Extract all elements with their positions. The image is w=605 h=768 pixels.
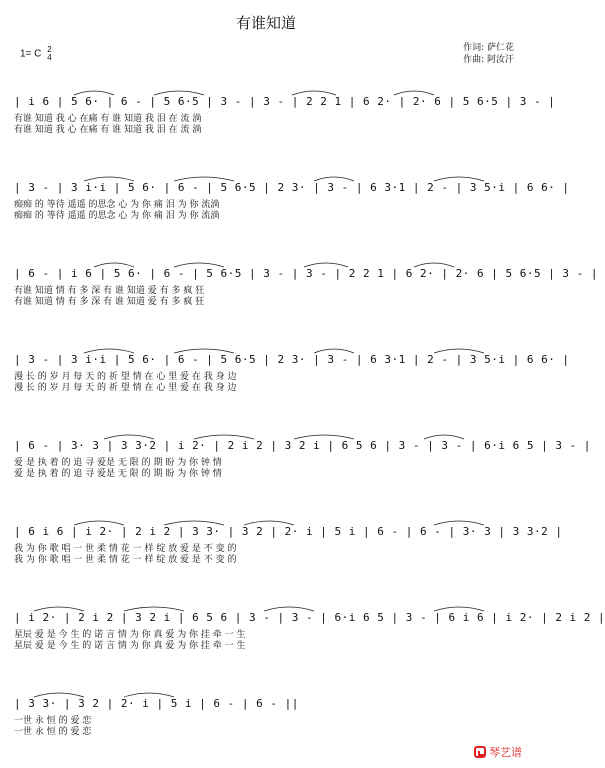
lyricist-label: 作词:	[463, 43, 485, 53]
notation-line: | 6 - | 3· 3 | 3 3·2 | i 2· | 2 i 2 | 3 2 i | 6 5 6 | 3 - | 3 - | 6·i 6 5 | 3 - |	[14, 439, 591, 452]
logo-icon	[474, 746, 486, 758]
lyric-verse-1: 有谁 知道 情 有 多 深 有 谁 知道 爱 有 多 疯 狂	[14, 286, 205, 296]
notation-line: | 3 3· | 3 2 | 2· i | 5 i | 6 - | 6 - ||	[14, 697, 299, 710]
lyricist-row	[463, 42, 514, 54]
lyric-verse-1: 我 为 你 歌 唱 一 世 柔 情 花 一 样 绽 放 爱 是 不 变 的	[14, 544, 237, 554]
credits	[463, 42, 514, 66]
lyric-verse-2: 一世 永 恒 的 爱 恋	[14, 727, 92, 737]
site-logo	[474, 744, 522, 760]
lyric-verse-2: 有谁 知道 情 有 多 深 有 谁 知道 爱 有 多 疯 狂	[14, 297, 205, 307]
composer-label: 作曲:	[463, 55, 485, 65]
lyric-verse-2: 爱 是 执 着 的 追 寻 爱是 无 限 的 期 盼 为 你 钟 情	[14, 469, 222, 479]
lyric-verse-2: 有谁 知道 我 心 在痛 有 谁 知道 我 泪 在 流 淌	[14, 125, 202, 135]
composer-name: 阿汝汗	[486, 55, 514, 65]
lyricist-name: 萨仁花	[486, 43, 514, 53]
notation-line: | i 2· | 2 i 2 | 3 2 i | 6 5 6 | 3 - | 3 - | 6·i 6 5 | 3 - | 6 i 6 | i 2· | 2 i 2 |	[14, 611, 605, 624]
time-bottom: 4	[47, 53, 52, 62]
lyric-verse-2: 星辰 爱 是 今 生 的 诺 言 情 为 你 真 爱 为 你 挂 牵 一 生	[14, 641, 246, 651]
key-label: 1= C	[20, 48, 42, 60]
notation-line: | 3 - | 3 i·i | 5 6· | 6 - | 5 6·5 | 2 3· | 3 - | 6 3·1 | 2 - | 3 5·i | 6 6· |	[14, 181, 570, 194]
lyric-verse-1: 痴痴 的 等待 遥遥 的思念 心 为 你 痛 泪 为 你 流淌	[14, 200, 220, 210]
lyric-verse-1: 有谁 知道 我 心 在痛 有 谁 知道 我 泪 在 流 淌	[14, 114, 202, 124]
composer-row	[463, 54, 514, 66]
time-signature	[47, 46, 51, 62]
lyric-verse-1: 漫 长 的 岁 月 每 天 的 祈 望 情 在 心 里 爱 在 我 身 边	[14, 372, 237, 382]
notation-line: | 3 - | 3 i·i | 5 6· | 6 - | 5 6·5 | 2 3· | 3 - | 6 3·1 | 2 - | 3 5·i | 6 6· |	[14, 353, 570, 366]
notation-line: | 6 i 6 | i 2· | 2 i 2 | 3 3· | 3 2 | 2· i | 5 i | 6 - | 6 - | 3· 3 | 3 3·2 |	[14, 525, 563, 538]
key-signature	[20, 46, 52, 62]
lyric-verse-1: 爱 是 执 着 的 追 寻 爱是 无 限 的 期 盼 为 你 钟 情	[14, 458, 222, 468]
notation-line: | i 6 | 5 6· | 6 - | 5 6·5 | 3 - | 3 - | 2 2 1 | 6 2· | 2· 6 | 5 6·5 | 3 - |	[14, 95, 556, 108]
lyric-verse-2: 漫 长 的 岁 月 每 天 的 祈 望 情 在 心 里 爱 在 我 身 边	[14, 383, 237, 393]
song-title: 有谁知道	[235, 14, 296, 32]
logo-text: 琴艺谱	[489, 746, 522, 759]
lyric-verse-1: 星辰 爱 是 今 生 的 诺 言 情 为 你 真 爱 为 你 挂 牵 一 生	[14, 630, 246, 640]
notation-line: | 6 - | i 6 | 5 6· | 6 - | 5 6·5 | 3 - | 3 - | 2 2 1 | 6 2· | 2· 6 | 5 6·5 | 3 - |	[14, 267, 599, 280]
time-top: 2	[47, 45, 52, 54]
lyric-verse-2: 我 为 你 歌 唱 一 世 柔 情 花 一 样 绽 放 爱 是 不 变 的	[14, 555, 237, 565]
lyric-verse-1: 一世 永 恒 的 爱 恋	[14, 716, 92, 726]
lyric-verse-2: 痴痴 的 等待 遥遥 的思念 心 为 你 痛 泪 为 你 流淌	[14, 211, 220, 221]
